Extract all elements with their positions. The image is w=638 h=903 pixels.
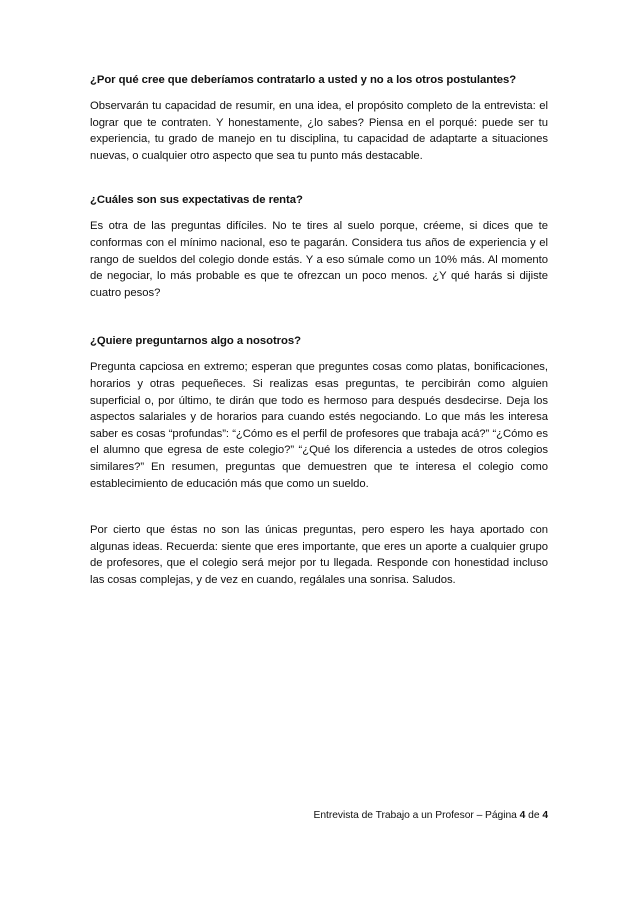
page-content: [90, 72, 548, 588]
page-footer: [314, 809, 548, 823]
footer-of: de: [525, 810, 543, 821]
closing-paragraph: Por cierto que éstas no son las únicas preguntas, pero espero les haya aportado con algunas ideas. Recuerda: siente que eres importante, que eres un aporte a cualquier grupo de profesores, que el colegio será mejor por tu llegada. Responde con honestidad incluso las cosas complejas, y de vez en cuando, regálales una sonrisa. Saludos.: [90, 524, 548, 586]
section-heading: ¿Cuáles son sus expectativas de renta?: [90, 194, 303, 207]
section-heading: ¿Quiere preguntarnos algo a nosotros?: [90, 335, 301, 348]
footer-title: Entrevista de Trabajo a un Profesor – Página: [313, 810, 520, 821]
section-paragraph: Es otra de las preguntas difíciles. No te tires al suelo porque, créeme, si dices que te conformas con el mínimo nacional, eso te pagarán. Considera tus años de experiencia y el rango de sueldos del colegio donde estás. Y a eso súmale como un 10% más. Al momento de negociar, lo más probable es que te ofrezcan un poco menos. ¿Y qué harás si dijiste cuatro pesos?: [90, 220, 548, 299]
footer-page-number: 4: [519, 810, 526, 821]
footer-page-total: 4: [542, 810, 548, 821]
section-paragraph: Observarán tu capacidad de resumir, en una idea, el propósito completo de la entrevista: el lograr que te contraten. Y honestamente, ¿lo sabes? Piensa en el porqué: puede ser tu experiencia, tu grado de manejo en tu disciplina, tu capacidad de adaptarte a situaciones nuevas, o cualquier otro aspecto que sea tu punto más destacable.: [90, 100, 548, 162]
closing-section: [90, 522, 548, 588]
section-salary-expectations: [90, 192, 548, 301]
section-questions-for-us: [90, 333, 548, 492]
section-why-hire: [90, 72, 548, 164]
section-heading: ¿Por qué cree que deberíamos contratarlo a usted y no a los otros postulantes?: [90, 74, 517, 86]
section-paragraph: Pregunta capciosa en extremo; esperan que preguntes cosas como platas, bonificaciones, horarios y otras pequeñeces. Si realizas esas preguntas, te percibirán como alguien superficial o, por último, te dirán que todo es hermoso para después desdecirse. Deja los aspectos salariales y de horarios para cuando estés negociando. Lo que más les interesa saber es cosas “profundas”: “¿Cómo es el perfil de profesores que trabaja acá?” “¿Cómo es el alumno que egresa de este colegio?” “¿Qué los diferencia a ustedes de otros colegios similares?” En resumen, preguntas que demuestren que te interesa el colegio como establecimiento de educación más que como un sueldo.: [90, 361, 548, 490]
